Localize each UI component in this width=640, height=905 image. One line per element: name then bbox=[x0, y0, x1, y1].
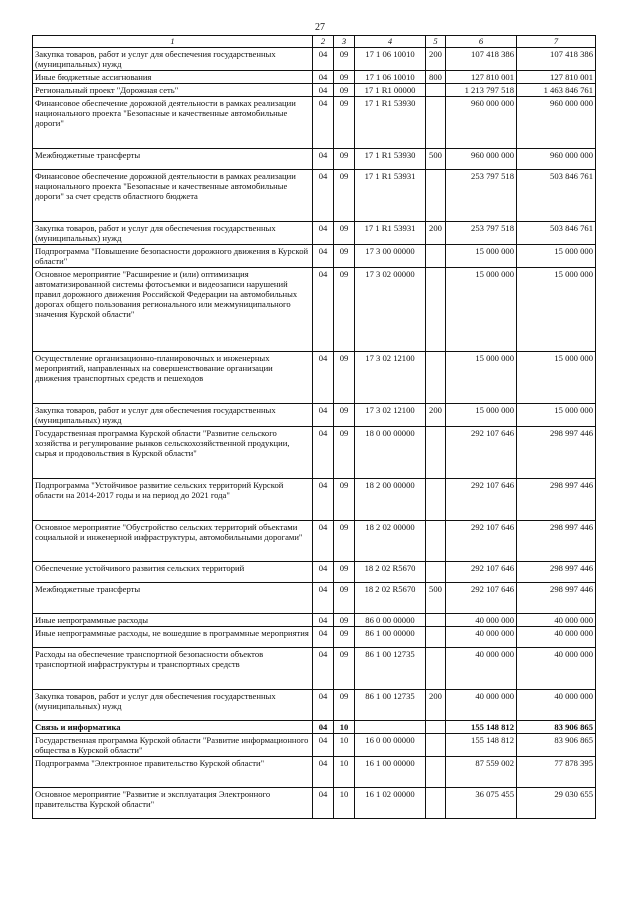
expense-type-code bbox=[426, 170, 446, 222]
expense-type-code: 200 bbox=[426, 404, 446, 427]
target-article-code: 17 3 00 00000 bbox=[355, 245, 426, 268]
expense-type-code: 500 bbox=[426, 583, 446, 614]
table-row bbox=[33, 614, 596, 627]
table-row bbox=[33, 648, 596, 690]
section-code: 04 bbox=[313, 788, 334, 819]
expense-type-code bbox=[426, 427, 446, 479]
table-row bbox=[33, 84, 596, 97]
amount-1: 40 000 000 bbox=[446, 648, 517, 690]
amount-2: 40 000 000 bbox=[517, 627, 596, 648]
expense-type-code bbox=[426, 648, 446, 690]
column-header-amount-2: 7 bbox=[517, 36, 596, 48]
target-article-code: 86 0 00 00000 bbox=[355, 614, 426, 627]
expense-type-code bbox=[426, 97, 446, 149]
expense-name: Финансовое обеспечение дорожной деятельности в рамках реализации национального проекта "Безопасные и качественные автомобильные дороги" за счет средств областного бюджета bbox=[33, 170, 313, 222]
table-row bbox=[33, 627, 596, 648]
section-code: 04 bbox=[313, 648, 334, 690]
section-code: 04 bbox=[313, 479, 334, 521]
expense-type-code bbox=[426, 521, 446, 562]
section-code: 04 bbox=[313, 427, 334, 479]
amount-2: 40 000 000 bbox=[517, 648, 596, 690]
target-article-code: 18 2 02 R5670 bbox=[355, 583, 426, 614]
amount-2: 15 000 000 bbox=[517, 245, 596, 268]
section-code: 04 bbox=[313, 84, 334, 97]
expense-name: Закупка товаров, работ и услуг для обеспечения государственных (муниципальных) нужд bbox=[33, 222, 313, 245]
subsection-code: 09 bbox=[334, 479, 355, 521]
amount-1: 40 000 000 bbox=[446, 690, 517, 721]
expense-name: Закупка товаров, работ и услуг для обеспечения государственных (муниципальных) нужд bbox=[33, 690, 313, 721]
amount-2: 15 000 000 bbox=[517, 352, 596, 404]
header-row bbox=[33, 36, 596, 48]
amount-1: 155 148 812 bbox=[446, 721, 517, 734]
table-row bbox=[33, 97, 596, 149]
section-code: 04 bbox=[313, 222, 334, 245]
amount-1: 15 000 000 bbox=[446, 352, 517, 404]
amount-1: 155 148 812 bbox=[446, 734, 517, 757]
subsection-code: 09 bbox=[334, 404, 355, 427]
amount-2: 107 418 386 bbox=[517, 48, 596, 71]
amount-1: 15 000 000 bbox=[446, 268, 517, 352]
amount-2: 77 878 395 bbox=[517, 757, 596, 788]
section-code: 04 bbox=[313, 757, 334, 788]
expense-type-code: 500 bbox=[426, 149, 446, 170]
amount-2: 40 000 000 bbox=[517, 614, 596, 627]
expense-type-code bbox=[426, 479, 446, 521]
expense-name: Государственная программа Курской области "Развитие информационного общества в Курской области" bbox=[33, 734, 313, 757]
amount-2: 298 997 446 bbox=[517, 521, 596, 562]
expense-type-code bbox=[426, 721, 446, 734]
subsection-code: 09 bbox=[334, 222, 355, 245]
target-article-code: 18 2 00 00000 bbox=[355, 479, 426, 521]
amount-2: 298 997 446 bbox=[517, 583, 596, 614]
subsection-code: 09 bbox=[334, 352, 355, 404]
expense-name: Основное мероприятие "Обустройство сельских территорий объектами социальной и инженерной инфраструктуры, автомобильными дорогами" bbox=[33, 521, 313, 562]
expense-name: Межбюджетные трансферты bbox=[33, 149, 313, 170]
column-header-target-article: 4 bbox=[355, 36, 426, 48]
subsection-code: 09 bbox=[334, 170, 355, 222]
table-row bbox=[33, 690, 596, 721]
table-row bbox=[33, 757, 596, 788]
target-article-code: 16 1 02 00000 bbox=[355, 788, 426, 819]
amount-2: 29 030 655 bbox=[517, 788, 596, 819]
expense-name: Иные непрограммные расходы, не вошедшие в программные мероприятия bbox=[33, 627, 313, 648]
budget-table bbox=[32, 35, 596, 819]
column-header-amount-1: 6 bbox=[446, 36, 517, 48]
expense-name: Подпрограмма "Электронное правительство Курской области" bbox=[33, 757, 313, 788]
subsection-code: 10 bbox=[334, 757, 355, 788]
expense-name: Региональный проект "Дорожная сеть" bbox=[33, 84, 313, 97]
subsection-code: 09 bbox=[334, 690, 355, 721]
target-article-code: 17 1 06 10010 bbox=[355, 48, 426, 71]
target-article-code: 17 1 06 10010 bbox=[355, 71, 426, 84]
amount-1: 292 107 646 bbox=[446, 479, 517, 521]
table-row bbox=[33, 170, 596, 222]
section-code: 04 bbox=[313, 614, 334, 627]
target-article-code: 17 3 02 12100 bbox=[355, 404, 426, 427]
expense-name: Иные непрограммные расходы bbox=[33, 614, 313, 627]
column-header-subsection: 3 bbox=[334, 36, 355, 48]
table-row bbox=[33, 427, 596, 479]
section-code: 04 bbox=[313, 404, 334, 427]
subsection-code: 09 bbox=[334, 84, 355, 97]
expense-type-code bbox=[426, 734, 446, 757]
expense-type-code: 200 bbox=[426, 690, 446, 721]
target-article-code: 86 1 00 00000 bbox=[355, 627, 426, 648]
section-code: 04 bbox=[313, 583, 334, 614]
table-row bbox=[33, 562, 596, 583]
section-code: 04 bbox=[313, 627, 334, 648]
expense-name: Иные бюджетные ассигнования bbox=[33, 71, 313, 84]
amount-2: 83 906 865 bbox=[517, 721, 596, 734]
expense-name: Межбюджетные трансферты bbox=[33, 583, 313, 614]
target-article-code: 17 1 R1 53930 bbox=[355, 149, 426, 170]
target-article-code: 17 3 02 12100 bbox=[355, 352, 426, 404]
amount-1: 292 107 646 bbox=[446, 583, 517, 614]
subsection-code: 09 bbox=[334, 48, 355, 71]
target-article-code: 18 2 02 R5670 bbox=[355, 562, 426, 583]
target-article-code: 86 1 00 12735 bbox=[355, 690, 426, 721]
expense-name: Закупка товаров, работ и услуг для обеспечения государственных (муниципальных) нужд bbox=[33, 48, 313, 71]
expense-type-code: 200 bbox=[426, 48, 446, 71]
section-code: 04 bbox=[313, 521, 334, 562]
expense-name: Подпрограмма "Повышение безопасности дорожного движения в Курской области" bbox=[33, 245, 313, 268]
subsection-code: 09 bbox=[334, 614, 355, 627]
expense-type-code: 200 bbox=[426, 222, 446, 245]
section-code: 04 bbox=[313, 690, 334, 721]
amount-2: 15 000 000 bbox=[517, 268, 596, 352]
subsection-code: 09 bbox=[334, 97, 355, 149]
table-row bbox=[33, 149, 596, 170]
target-article-code: 17 1 R1 00000 bbox=[355, 84, 426, 97]
subsection-code: 09 bbox=[334, 583, 355, 614]
amount-1: 292 107 646 bbox=[446, 427, 517, 479]
target-article-code: 18 0 00 00000 bbox=[355, 427, 426, 479]
target-article-code: 17 1 R1 53931 bbox=[355, 222, 426, 245]
target-article-code: 17 1 R1 53931 bbox=[355, 170, 426, 222]
section-code: 04 bbox=[313, 721, 334, 734]
target-article-code: 18 2 02 00000 bbox=[355, 521, 426, 562]
expense-name: Закупка товаров, работ и услуг для обеспечения государственных (муниципальных) нужд bbox=[33, 404, 313, 427]
amount-2: 40 000 000 bbox=[517, 690, 596, 721]
expense-type-code bbox=[426, 562, 446, 583]
table-row bbox=[33, 352, 596, 404]
amount-1: 960 000 000 bbox=[446, 149, 517, 170]
subsection-code: 10 bbox=[334, 734, 355, 757]
subsection-code: 09 bbox=[334, 71, 355, 84]
amount-2: 298 997 446 bbox=[517, 427, 596, 479]
section-code: 04 bbox=[313, 97, 334, 149]
amount-2: 1 463 846 761 bbox=[517, 84, 596, 97]
amount-2: 960 000 000 bbox=[517, 97, 596, 149]
expense-type-code: 800 bbox=[426, 71, 446, 84]
column-header-name: 1 bbox=[33, 36, 313, 48]
section-code: 04 bbox=[313, 245, 334, 268]
section-code: 04 bbox=[313, 268, 334, 352]
amount-1: 253 797 518 bbox=[446, 222, 517, 245]
amount-1: 107 418 386 bbox=[446, 48, 517, 71]
amount-1: 292 107 646 bbox=[446, 521, 517, 562]
amount-2: 960 000 000 bbox=[517, 149, 596, 170]
expense-type-code bbox=[426, 268, 446, 352]
amount-1: 1 213 797 518 bbox=[446, 84, 517, 97]
subsection-code: 09 bbox=[334, 627, 355, 648]
target-article-code bbox=[355, 721, 426, 734]
section-code: 04 bbox=[313, 352, 334, 404]
table-row bbox=[33, 268, 596, 352]
table-row bbox=[33, 479, 596, 521]
table-row bbox=[33, 734, 596, 757]
subsection-code: 09 bbox=[334, 245, 355, 268]
target-article-code: 17 1 R1 53930 bbox=[355, 97, 426, 149]
table-row bbox=[33, 521, 596, 562]
table-row bbox=[33, 71, 596, 84]
section-code: 04 bbox=[313, 170, 334, 222]
expense-name: Основное мероприятие "Развитие и эксплуатация Электронного правительства Курской области" bbox=[33, 788, 313, 819]
amount-1: 292 107 646 bbox=[446, 562, 517, 583]
subsection-code: 09 bbox=[334, 427, 355, 479]
amount-1: 15 000 000 bbox=[446, 245, 517, 268]
expense-name: Финансовое обеспечение дорожной деятельности в рамках реализации национального проекта "Безопасные и качественные автомобильные дороги" bbox=[33, 97, 313, 149]
expense-name: Подпрограмма "Устойчивое развитие сельских территорий Курской области на 2014-2017 годы и на период до 2021 года" bbox=[33, 479, 313, 521]
amount-1: 36 075 455 bbox=[446, 788, 517, 819]
expense-type-code bbox=[426, 788, 446, 819]
section-code: 04 bbox=[313, 71, 334, 84]
expense-name: Обеспечение устойчивого развития сельских территорий bbox=[33, 562, 313, 583]
expense-type-code bbox=[426, 352, 446, 404]
target-article-code: 16 1 00 00000 bbox=[355, 757, 426, 788]
expense-type-code bbox=[426, 245, 446, 268]
amount-2: 298 997 446 bbox=[517, 562, 596, 583]
expense-name: Расходы на обеспечение транспортной безопасности объектов транспортной инфраструктуры и транспортных средств bbox=[33, 648, 313, 690]
expense-type-code bbox=[426, 627, 446, 648]
amount-1: 15 000 000 bbox=[446, 404, 517, 427]
target-article-code: 16 0 00 00000 bbox=[355, 734, 426, 757]
amount-1: 127 810 001 bbox=[446, 71, 517, 84]
subsection-code: 10 bbox=[334, 721, 355, 734]
expense-name: Государственная программа Курской области "Развитие сельского хозяйства и регулирование рынков сельскохозяйственной продукции, сырья и продовольствия в Курской области" bbox=[33, 427, 313, 479]
amount-2: 503 846 761 bbox=[517, 222, 596, 245]
expense-type-code bbox=[426, 614, 446, 627]
amount-1: 40 000 000 bbox=[446, 614, 517, 627]
expense-name: Связь и информатика bbox=[33, 721, 313, 734]
table-row bbox=[33, 48, 596, 71]
target-article-code: 17 3 02 00000 bbox=[355, 268, 426, 352]
column-header-expense-type: 5 bbox=[426, 36, 446, 48]
table-row bbox=[33, 245, 596, 268]
page-number: 27 bbox=[315, 22, 325, 33]
subsection-code: 09 bbox=[334, 521, 355, 562]
amount-2: 503 846 761 bbox=[517, 170, 596, 222]
table-row bbox=[33, 222, 596, 245]
section-code: 04 bbox=[313, 562, 334, 583]
expense-name: Осуществление организационно-планировочных и инженерных мероприятий, направленных на совершенствование организации движения транспортных средств и пешеходов bbox=[33, 352, 313, 404]
expense-type-code bbox=[426, 757, 446, 788]
amount-2: 83 906 865 bbox=[517, 734, 596, 757]
amount-2: 298 997 446 bbox=[517, 479, 596, 521]
amount-1: 40 000 000 bbox=[446, 627, 517, 648]
subsection-code: 09 bbox=[334, 562, 355, 583]
amount-1: 253 797 518 bbox=[446, 170, 517, 222]
subsection-code: 10 bbox=[334, 788, 355, 819]
section-code: 04 bbox=[313, 734, 334, 757]
target-article-code: 86 1 00 12735 bbox=[355, 648, 426, 690]
subsection-code: 09 bbox=[334, 149, 355, 170]
amount-1: 87 559 002 bbox=[446, 757, 517, 788]
subsection-code: 09 bbox=[334, 268, 355, 352]
section-code: 04 bbox=[313, 48, 334, 71]
subsection-code: 09 bbox=[334, 648, 355, 690]
amount-2: 127 810 001 bbox=[517, 71, 596, 84]
section-code: 04 bbox=[313, 149, 334, 170]
column-header-section: 2 bbox=[313, 36, 334, 48]
amount-1: 960 000 000 bbox=[446, 97, 517, 149]
expense-name: Основное мероприятие "Расширение и (или) оптимизация автоматизированной системы фотосъемки и видеозаписи нарушений правил дорожного движения Российской Федерации на автомобильных дорогах общего пользования регионального или межмуниципального значения Курской области" bbox=[33, 268, 313, 352]
table-row bbox=[33, 583, 596, 614]
amount-2: 15 000 000 bbox=[517, 404, 596, 427]
table-row bbox=[33, 404, 596, 427]
table-row bbox=[33, 788, 596, 819]
table-row bbox=[33, 721, 596, 734]
expense-type-code bbox=[426, 84, 446, 97]
